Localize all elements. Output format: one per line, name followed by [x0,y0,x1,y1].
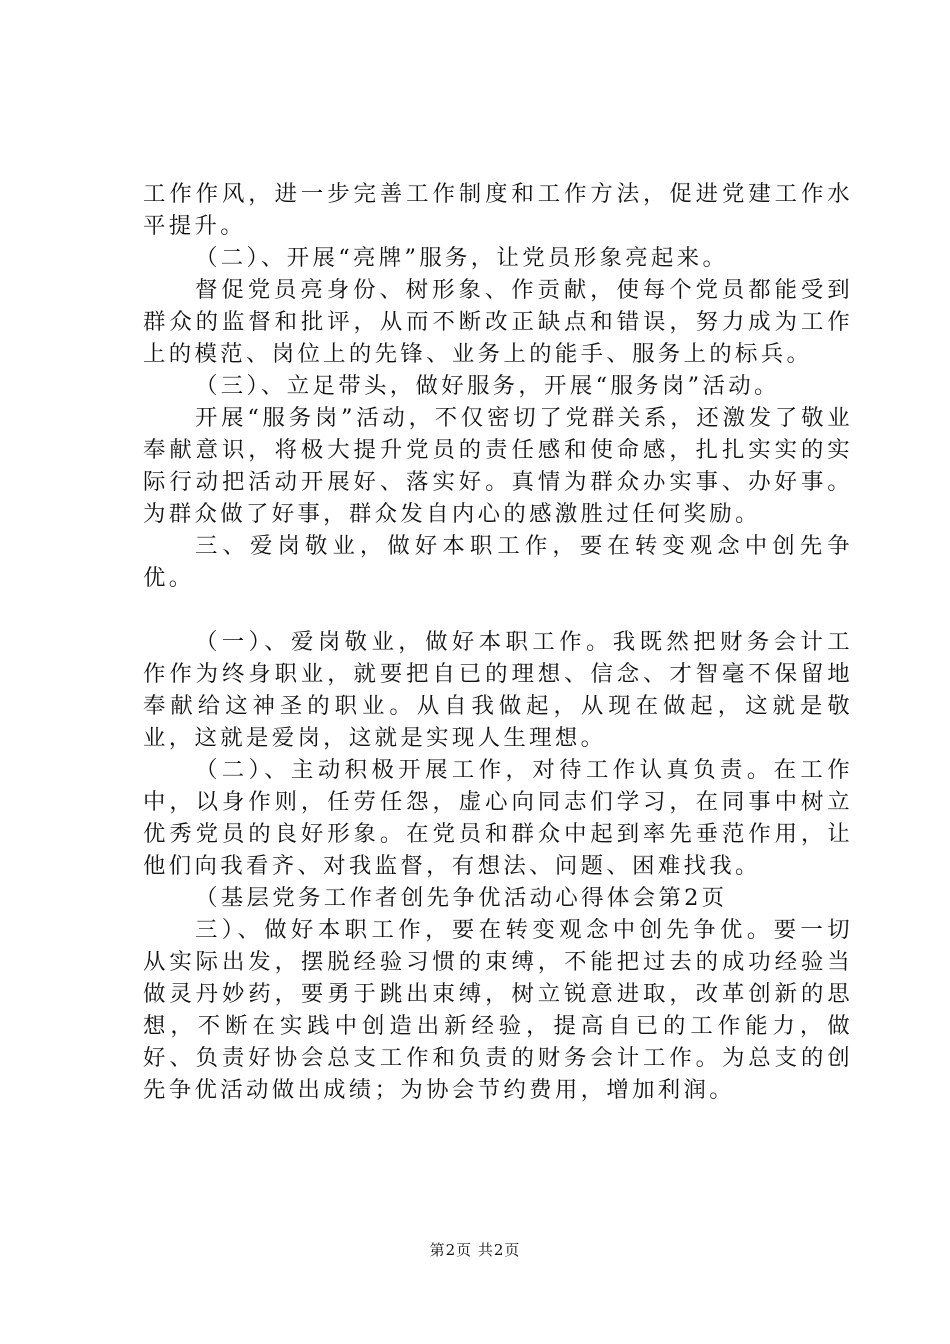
paragraph: 督促党员亮身份、树形象、作贡献，使每个党员都能受到群众的监督和批评，从而不断改正缺点和错误，努力成为工作上的模范、岗位上的先锋、业务上的能手、服务上的标兵。 [143,277,853,367]
paragraph: 开展“服务岗”活动，不仅密切了党群关系，还激发了敬业奉献意识，将极大提升党员的责任感和使命感，扎扎实实的实际行动把活动开展好、落实好。真情为群众办实事、办好事。为群众做了好事，群众发自内心的感激胜过任何奖励。 [143,405,853,527]
paragraph: 三）、做好本职工作，要在转变观念中创先争优。要一切从实际出发，摆脱经验习惯的束缚，不能把过去的成功经验当做灵丹妙药，要勇于跳出束缚，树立锐意进取，改革创新的思想，不断在实践中创造出新经验，提高自已的工作能力，做好、负责好协会总支工作和负责的财务会计工作。为总支的创先争优活动做出成绩；为协会节约费用，增加利润。 [143,917,853,1103]
chapter-heading-3: 三、爱岗敬业，做好本职工作，要在转变观念中创先争优。 [143,533,853,591]
section-heading-2: （二）、开展“亮牌”服务，让党员形象亮起来。 [195,245,729,271]
paragraph: （一）、爱岗敬业，做好本职工作。我既然把财务会计工作作为终身职业，就要把自已的理想、信念、才智毫不保留地奉献给这神圣的职业。从自我做起，从现在做起，这就是敬业，这就是爱岗，这就是实现人生理想。 [143,629,853,751]
document-body [143,178,853,1106]
paragraph-continuation: 工作作风，进一步完善工作制度和工作方法，促进党建工作水平提升。 [143,181,853,239]
page-source-note: （基层党务工作者创先争优活动心得体会第2页 [195,885,728,911]
section-heading-3: （三）、立足带头，做好服务，开展“服务岗”活动。 [195,373,780,399]
paragraph: （二）、主动积极开展工作，对待工作认真负责。在工作中，以身作则，任劳任怨，虚心向同志们学习，在同事中树立优秀党员的良好形象。在党员和群众中起到率先垂范作用，让他们向我看齐、对我监督，有想法、问题、困难找我。 [143,757,853,879]
page-footer: 第2页 共2页 [429,1241,521,1259]
